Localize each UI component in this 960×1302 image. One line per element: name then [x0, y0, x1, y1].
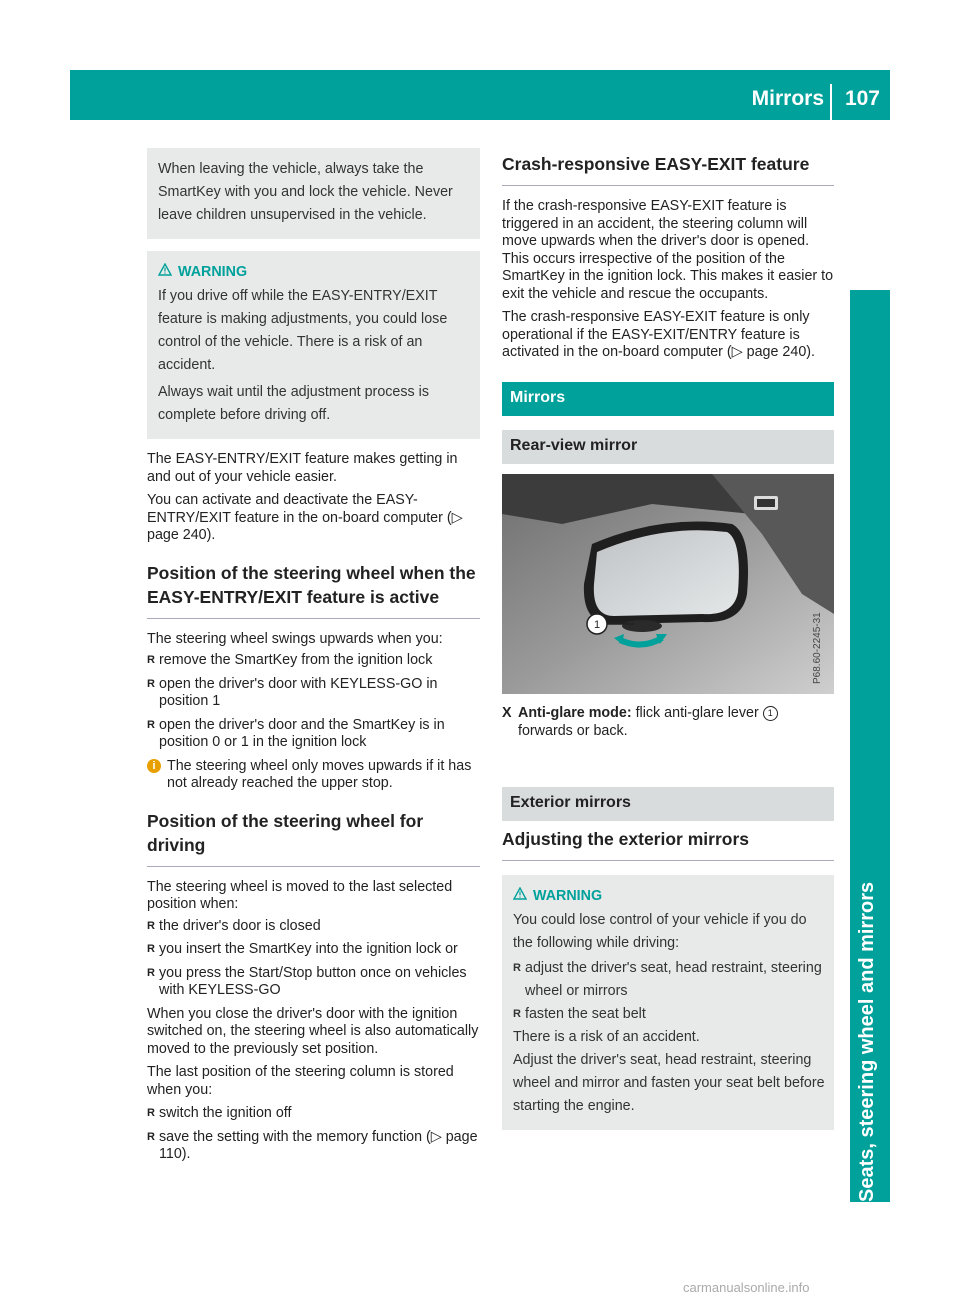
moved-intro: The steering wheel is moved to the last selected position when:: [147, 878, 453, 912]
moved-list: [147, 918, 480, 1000]
info-note-text: The steering wheel only moves upwards if it has not already reached the upper stop.: [167, 757, 472, 791]
warning-text-2: Always wait until the adjustment process is complete before driving off.: [158, 384, 429, 423]
list-item: R remove the SmartKey from the ignition lock: [147, 652, 433, 668]
warning-text-3: Adjust the driver's seat, head restraint, steering wheel and mirror and fasten your seat belt before starting the engine.: [513, 1051, 825, 1114]
header-divider: [830, 84, 832, 120]
right-column: [502, 148, 834, 1130]
list-item: R you insert the SmartKey into the ignition lock or: [147, 941, 458, 957]
step-text-b: forwards or back.: [518, 723, 628, 739]
bullet-icon: R: [513, 961, 521, 974]
crash-paragraph-1: If the crash-responsive EASY-EXIT feature is triggered in an accident, the steering column will move upwards when the driver's door is opened. This occurs irrespective of the position of the SmartKey in the ignition lock. This makes it easier to exit the vehicle and rescue the occupants.: [502, 198, 834, 302]
photo-code: P68.60-2245-31: [812, 611, 823, 684]
heading-position-driving: Position of the steering wheel for driving: [147, 809, 480, 867]
crash-section: [502, 198, 834, 362]
warning-text-2: There is a risk of an accident.: [513, 1028, 700, 1045]
list-item: R save the setting with the memory function (▷ page 110).: [147, 1128, 478, 1162]
page-header: [70, 70, 890, 120]
list-item: R fasten the seat belt: [513, 1003, 826, 1026]
bullet-icon: R: [147, 943, 155, 955]
footer-brand: carmanualsonline.info: [683, 1280, 810, 1295]
heading-position-easy-entry: Position of the steering wheel when the EASY-ENTRY/EXIT feature is active: [147, 561, 480, 619]
heading-crash-responsive: Crash-responsive EASY-EXIT feature: [502, 152, 834, 186]
warning-list: [513, 957, 826, 1026]
step-label: Anti-glare mode:: [518, 704, 632, 721]
info-icon: i: [147, 759, 161, 773]
callout-number: 1: [593, 618, 601, 631]
crash-paragraph-2: The crash-responsive EASY-EXIT feature is only operational if the EASY-EXIT/ENTRY feature is activated in the on-board computer (▷ page 240).: [502, 309, 816, 360]
section-title: Mirrors: [751, 87, 824, 110]
callout-1-icon: 1: [763, 706, 778, 721]
heading-adjusting-exterior: Adjusting the exterior mirrors: [502, 827, 834, 861]
list-item: R adjust the driver's seat, head restraint, steering wheel or mirrors: [513, 957, 826, 1003]
bullet-icon: R: [147, 1130, 155, 1143]
smartkey-notice-text: When leaving the vehicle, always take the SmartKey with you and lock the vehicle. Never leave children unsupervised in the vehicle.: [158, 161, 453, 223]
bullet-icon: R: [147, 677, 155, 690]
bullet-icon: R: [147, 919, 155, 932]
stored-list: [147, 1105, 480, 1164]
close-stored-section: [147, 1006, 480, 1100]
anti-glare-step: [502, 704, 834, 741]
intro-paragraph-1: The EASY-ENTRY/EXIT feature makes getting in and out of your vehicle easier.: [147, 451, 458, 485]
warning-title: WARNING: [178, 264, 248, 280]
section-bar-mirrors: Mirrors: [502, 382, 834, 416]
left-column: [147, 148, 480, 1170]
section-bar-rear-view: Rear-view mirror: [502, 430, 834, 464]
page-number: 107: [844, 87, 880, 110]
list-item: R you press the Start/Stop button once on vehicles with KEYLESS-GO: [147, 964, 467, 998]
section-bar-exterior: Exterior mirrors: [502, 787, 834, 821]
warning-box-exterior: [502, 875, 834, 1130]
easy-entry-intro: [147, 451, 480, 545]
warning-triangle-icon: [513, 885, 527, 907]
list-item: R open the driver's door with KEYLESS-GO in position 1: [147, 675, 438, 709]
step-text-a: flick anti-glare lever: [635, 704, 759, 721]
list-item: R open the driver's door and the SmartKey is in position 0 or 1 in the ignition lock: [147, 716, 445, 750]
moved-section: [147, 879, 480, 914]
rear-view-mirror-photo: [502, 474, 834, 694]
warning-text-1: If you drive off while the EASY-ENTRY/EXIT feature is making adjustments, you could lose control of the vehicle. There is a risk of an accident.: [158, 288, 448, 373]
chapter-label: Seats, steering wheel and mirrors: [856, 881, 878, 1202]
chapter-side-tab: [850, 290, 890, 1202]
swings-section: [147, 631, 480, 649]
step-arrow-icon: X: [502, 704, 512, 721]
swings-intro: The steering wheel swings upwards when you:: [147, 630, 443, 647]
warning-triangle-icon: [158, 261, 172, 283]
bullet-icon: R: [147, 1107, 155, 1119]
warning-title: WARNING: [533, 887, 603, 904]
warning-heading: [513, 885, 826, 907]
warning-box-easy-entry: [147, 251, 480, 439]
intro-paragraph-2: You can activate and deactivate the EASY-ENTRY/EXIT feature in the on-board computer (▷ page 240).: [147, 492, 463, 543]
list-item: R the driver's door is closed: [147, 917, 321, 934]
warning-heading: [158, 261, 472, 283]
swings-list: [147, 652, 480, 752]
stored-intro: The last position of the steering column is stored when you:: [147, 1064, 454, 1098]
warning-text-1: You could lose control of your vehicle if you do the following while driving:: [513, 911, 807, 951]
bullet-icon: R: [147, 718, 155, 731]
bullet-icon: R: [147, 654, 155, 666]
close-paragraph: When you close the driver's door with the ignition switched on, the steering wheel is also automatically moved to the previously set position.: [147, 1005, 479, 1057]
list-item: R switch the ignition off: [147, 1105, 292, 1121]
smartkey-notice-box: [147, 148, 480, 239]
bullet-icon: R: [513, 1007, 521, 1020]
info-note: [147, 758, 480, 793]
bullet-icon: R: [147, 966, 155, 979]
